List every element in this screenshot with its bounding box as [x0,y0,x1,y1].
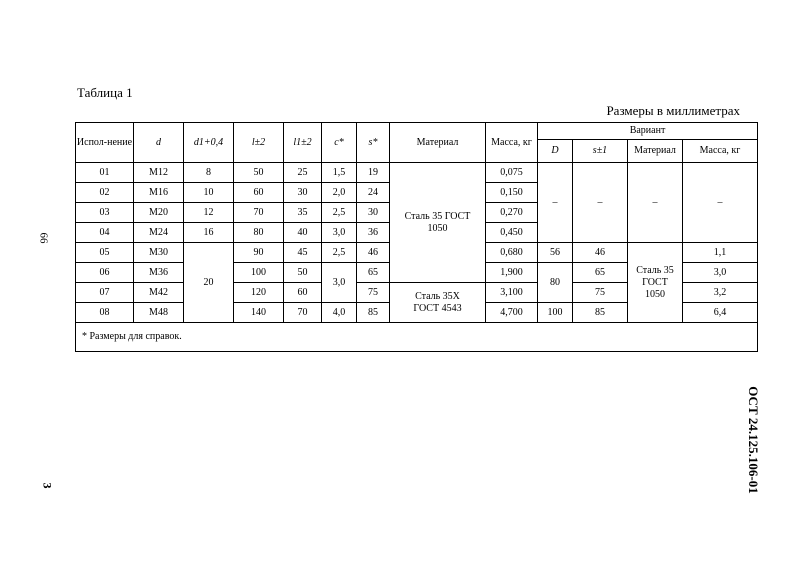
cell-c: 2,5 [322,243,357,263]
page-number-rotated: 66 [37,232,50,244]
cell-var-massa-dash: – [683,163,758,243]
cell-s: 65 [357,263,390,283]
cell-var-material-dash: – [628,163,683,243]
cell-massa: 0,075 [486,163,538,183]
cell-l: 90 [234,243,284,263]
cell-var-massa: 1,1 [683,243,758,263]
cell-var-s: 46 [573,243,628,263]
cell-var-s: 65 [573,263,628,283]
cell-l1: 60 [284,283,322,303]
cell-s: 75 [357,283,390,303]
cell-l1: 35 [284,203,322,223]
cell-var-massa: 6,4 [683,303,758,323]
cell-d: M36 [134,263,184,283]
cell-l: 80 [234,223,284,243]
cell-l1: 50 [284,263,322,283]
header-massa: Масса, кг [486,123,538,163]
cell-isp: 04 [76,223,134,243]
cell-var-d-merged: 80 [538,263,573,303]
cell-l1: 40 [284,223,322,243]
cell-l1: 70 [284,303,322,323]
header-var-material: Материал [628,140,683,163]
cell-s: 36 [357,223,390,243]
cell-d: M20 [134,203,184,223]
page-number-bottom: 3 [40,482,55,489]
header-d: d [134,123,184,163]
cell-massa: 0,150 [486,183,538,203]
cell-var-s: 85 [573,303,628,323]
units-caption: Размеры в миллиметрах [606,103,740,118]
footnote: * Размеры для справок. [76,323,758,352]
cell-d1: 10 [184,183,234,203]
cell-c-merged: 3,0 [322,263,357,303]
cell-l1: 25 [284,163,322,183]
cell-c: 1,5 [322,163,357,183]
header-s: s* [357,123,390,163]
cell-d: M24 [134,223,184,243]
cell-d1: 12 [184,203,234,223]
header-material: Материал [390,123,486,163]
cell-l: 120 [234,283,284,303]
cell-d: M42 [134,283,184,303]
cell-l1: 45 [284,243,322,263]
cell-d1: 16 [184,223,234,243]
cell-d1-merged: 20 [184,243,234,323]
cell-c: 3,0 [322,223,357,243]
header-c: c* [322,123,357,163]
cell-var-material: Сталь 35 ГОСТ 1050 [628,243,683,323]
header-var-s: s±1 [573,140,628,163]
document-code: ОСТ 24.125.106-01 [746,386,761,494]
header-ispolnenie: Испол-нение [76,123,134,163]
cell-material-steel35x: Сталь 35Х ГОСТ 4543 [390,283,486,323]
cell-var-d: 100 [538,303,573,323]
header-var-d: D [538,140,573,163]
cell-isp: 08 [76,303,134,323]
cell-s: 30 [357,203,390,223]
cell-d: M16 [134,183,184,203]
cell-var-s-dash: – [573,163,628,243]
cell-d: M48 [134,303,184,323]
cell-l: 60 [234,183,284,203]
table-row [76,163,758,183]
cell-c: 4,0 [322,303,357,323]
cell-var-massa: 3,2 [683,283,758,303]
cell-s: 85 [357,303,390,323]
cell-l: 140 [234,303,284,323]
cell-l1: 30 [284,183,322,203]
cell-s: 24 [357,183,390,203]
cell-c: 2,5 [322,203,357,223]
cell-massa: 4,700 [486,303,538,323]
header-variant: Вариант [538,123,758,140]
cell-isp: 07 [76,283,134,303]
cell-s: 46 [357,243,390,263]
spec-table [75,122,758,352]
cell-massa: 0,680 [486,243,538,263]
cell-c: 2,0 [322,183,357,203]
cell-d1: 8 [184,163,234,183]
cell-isp: 03 [76,203,134,223]
cell-massa: 3,100 [486,283,538,303]
cell-l: 100 [234,263,284,283]
cell-var-massa: 3,0 [683,263,758,283]
header-var-massa: Масса, кг [683,140,758,163]
cell-massa: 0,450 [486,223,538,243]
cell-massa: 1,900 [486,263,538,283]
cell-l: 50 [234,163,284,183]
cell-isp: 05 [76,243,134,263]
cell-var-d-dash: – [538,163,573,243]
cell-s: 19 [357,163,390,183]
cell-d: M30 [134,243,184,263]
cell-massa: 0,270 [486,203,538,223]
header-l1: l1±2 [284,123,322,163]
cell-isp: 02 [76,183,134,203]
cell-var-d: 56 [538,243,573,263]
cell-l: 70 [234,203,284,223]
cell-isp: 01 [76,163,134,183]
cell-var-s: 75 [573,283,628,303]
header-l: l±2 [234,123,284,163]
table-title: Таблица 1 [77,85,133,100]
header-d1: d1+0,4 [184,123,234,163]
cell-isp: 06 [76,263,134,283]
cell-d: M12 [134,163,184,183]
cell-material-steel35: Сталь 35 ГОСТ 1050 [390,163,486,283]
